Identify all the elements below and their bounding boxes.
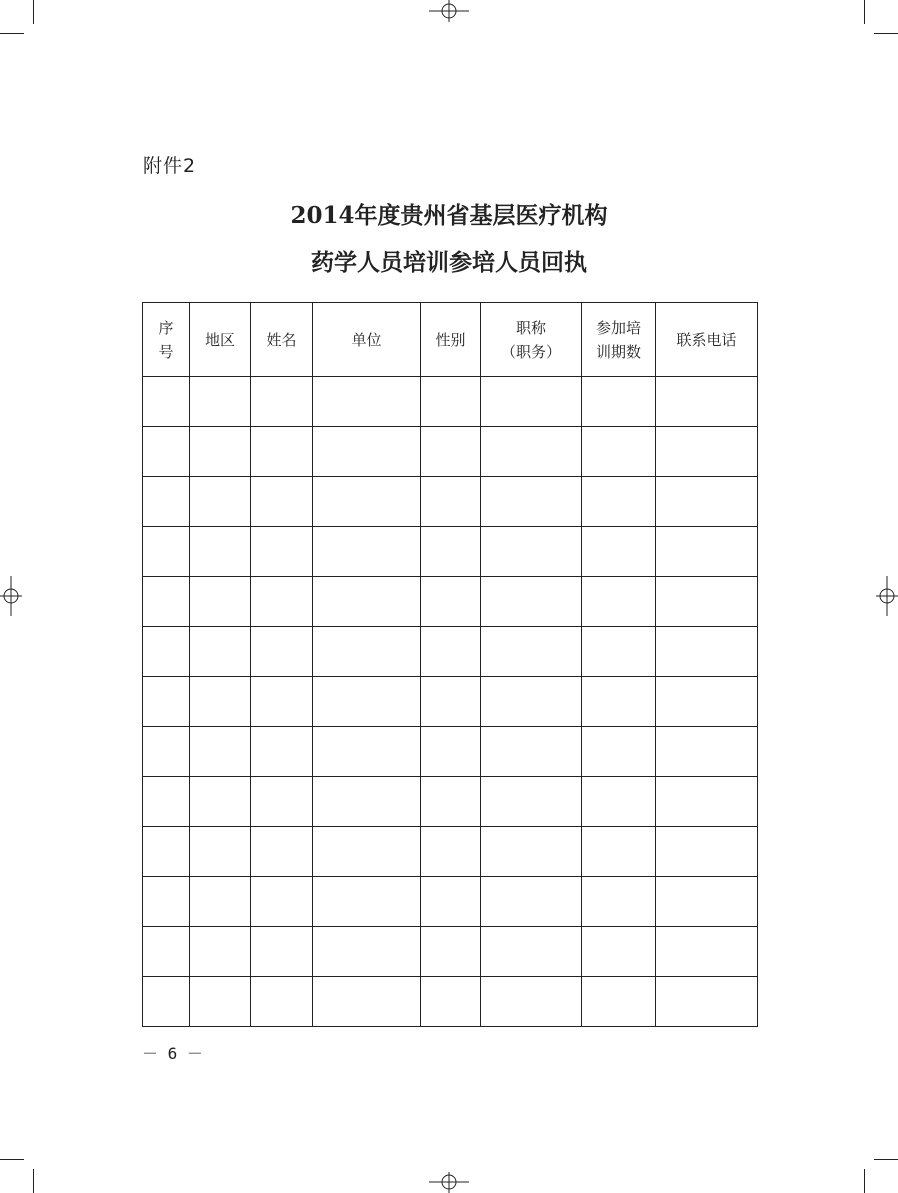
table-row [143, 877, 758, 927]
header-sessions: 参加培 训期数 [582, 303, 656, 377]
header-seq: 序 号 [143, 303, 190, 377]
crop-mark [874, 33, 898, 34]
attachment-label: 附件2 [143, 155, 197, 177]
blank-cell-sessions[interactable] [582, 377, 656, 427]
blank-cell-title[interactable] [481, 577, 582, 627]
registration-mark-icon [876, 576, 898, 616]
crop-mark [33, 0, 34, 24]
blank-cell-unit[interactable] [313, 777, 421, 827]
blank-cell-unit[interactable] [313, 577, 421, 627]
blank-cell-name[interactable] [251, 877, 313, 927]
blank-cell-region[interactable] [190, 377, 251, 427]
blank-cell-gender[interactable] [421, 827, 481, 877]
blank-cell-title[interactable] [481, 927, 582, 977]
table-row [143, 727, 758, 777]
blank-cell-unit[interactable] [313, 877, 421, 927]
blank-cell-sessions[interactable] [582, 877, 656, 927]
blank-cell-phone[interactable] [656, 877, 758, 927]
blank-cell-name[interactable] [251, 627, 313, 677]
blank-cell-unit[interactable] [313, 827, 421, 877]
blank-cell-unit[interactable] [313, 627, 421, 677]
blank-cell-sessions[interactable] [582, 727, 656, 777]
table-row [143, 527, 758, 577]
blank-cell-title[interactable] [481, 377, 582, 427]
table-row [143, 627, 758, 677]
table-row [143, 827, 758, 877]
header-phone: 联系电话 [656, 303, 758, 377]
crop-mark [0, 33, 24, 34]
blank-cell-unit[interactable] [313, 927, 421, 977]
table-row [143, 577, 758, 627]
blank-cell-sessions[interactable] [582, 677, 656, 727]
blank-cell-seq[interactable] [143, 477, 190, 527]
registration-mark-icon [429, 0, 469, 22]
blank-cell-name[interactable] [251, 377, 313, 427]
blank-cell-region[interactable] [190, 927, 251, 977]
blank-cell-gender[interactable] [421, 377, 481, 427]
blank-cell-region[interactable] [190, 677, 251, 727]
document-title-line-1: 2014年度贵州省基层医疗机构 [290, 202, 608, 229]
table-row [143, 777, 758, 827]
table-row [143, 427, 758, 477]
crop-mark [864, 0, 865, 24]
blank-cell-gender[interactable] [421, 977, 481, 1027]
blank-cell-title[interactable] [481, 727, 582, 777]
blank-cell-sessions[interactable] [582, 977, 656, 1027]
blank-cell-region[interactable] [190, 877, 251, 927]
blank-cell-sessions[interactable] [582, 927, 656, 977]
blank-cell-title[interactable] [481, 977, 582, 1027]
crop-mark [864, 1169, 865, 1193]
blank-cell-seq[interactable] [143, 827, 190, 877]
blank-cell-seq[interactable] [143, 927, 190, 977]
header-region: 地区 [190, 303, 251, 377]
blank-cell-sessions[interactable] [582, 527, 656, 577]
blank-cell-region[interactable] [190, 727, 251, 777]
reply-form-table [142, 302, 758, 1027]
blank-cell-seq[interactable] [143, 727, 190, 777]
blank-cell-seq[interactable] [143, 577, 190, 627]
blank-cell-phone[interactable] [656, 827, 758, 877]
blank-cell-phone[interactable] [656, 627, 758, 677]
blank-cell-name[interactable] [251, 977, 313, 1027]
blank-cell-title[interactable] [481, 427, 582, 477]
header-row [143, 303, 758, 377]
blank-cell-seq[interactable] [143, 627, 190, 677]
blank-cell-name[interactable] [251, 427, 313, 477]
blank-cell-gender[interactable] [421, 777, 481, 827]
blank-cell-gender[interactable] [421, 427, 481, 477]
blank-cell-gender[interactable] [421, 577, 481, 627]
blank-cell-title[interactable] [481, 677, 582, 727]
blank-cell-title[interactable] [481, 527, 582, 577]
blank-cell-name[interactable] [251, 477, 313, 527]
blank-cell-sessions[interactable] [582, 777, 656, 827]
blank-cell-title[interactable] [481, 827, 582, 877]
blank-cell-gender[interactable] [421, 727, 481, 777]
blank-cell-phone[interactable] [656, 527, 758, 577]
table-row [143, 977, 758, 1027]
blank-cell-sessions[interactable] [582, 827, 656, 877]
table-row [143, 477, 758, 527]
blank-cell-title[interactable] [481, 477, 582, 527]
blank-cell-phone[interactable] [656, 977, 758, 1027]
blank-cell-name[interactable] [251, 677, 313, 727]
blank-cell-gender[interactable] [421, 477, 481, 527]
blank-cell-unit[interactable] [313, 377, 421, 427]
blank-cell-seq[interactable] [143, 777, 190, 827]
blank-cell-phone[interactable] [656, 927, 758, 977]
blank-cell-seq[interactable] [143, 977, 190, 1027]
blank-cell-unit[interactable] [313, 427, 421, 477]
blank-cell-unit[interactable] [313, 677, 421, 727]
blank-cell-region[interactable] [190, 527, 251, 577]
blank-cell-unit[interactable] [313, 977, 421, 1027]
blank-cell-region[interactable] [190, 827, 251, 877]
crop-mark [874, 1159, 898, 1160]
registration-mark-icon [0, 576, 22, 616]
blank-cell-unit[interactable] [313, 477, 421, 527]
blank-cell-title[interactable] [481, 627, 582, 677]
blank-cell-region[interactable] [190, 627, 251, 677]
table-row [143, 927, 758, 977]
blank-cell-sessions[interactable] [582, 577, 656, 627]
blank-cell-phone[interactable] [656, 477, 758, 527]
table-row [143, 677, 758, 727]
blank-cell-phone[interactable] [656, 727, 758, 777]
blank-cell-gender[interactable] [421, 927, 481, 977]
blank-cell-title[interactable] [481, 777, 582, 827]
blank-cell-sessions[interactable] [582, 427, 656, 477]
blank-cell-name[interactable] [251, 927, 313, 977]
blank-cell-gender[interactable] [421, 627, 481, 677]
blank-cell-seq[interactable] [143, 877, 190, 927]
blank-cell-region[interactable] [190, 477, 251, 527]
blank-cell-gender[interactable] [421, 877, 481, 927]
crop-mark [0, 1159, 24, 1160]
table-row [143, 377, 758, 427]
blank-cell-phone[interactable] [656, 377, 758, 427]
page-number: － 6 － [142, 1044, 203, 1063]
crop-mark [33, 1169, 34, 1193]
blank-cell-name[interactable] [251, 777, 313, 827]
header-unit: 单位 [313, 303, 421, 377]
blank-cell-seq[interactable] [143, 377, 190, 427]
blank-cell-phone[interactable] [656, 577, 758, 627]
blank-cell-name[interactable] [251, 527, 313, 577]
blank-cell-region[interactable] [190, 577, 251, 627]
blank-cell-region[interactable] [190, 777, 251, 827]
blank-cell-gender[interactable] [421, 677, 481, 727]
blank-cell-title[interactable] [481, 877, 582, 927]
blank-cell-name[interactable] [251, 827, 313, 877]
blank-cell-seq[interactable] [143, 427, 190, 477]
header-title: 职称 （职务） [481, 303, 582, 377]
document-title-line-2: 药学人员培训参培人员回执 [311, 249, 587, 276]
registration-mark-icon [429, 1172, 469, 1193]
blank-cell-region[interactable] [190, 427, 251, 477]
blank-cell-seq[interactable] [143, 677, 190, 727]
blank-cell-sessions[interactable] [582, 627, 656, 677]
blank-cell-name[interactable] [251, 577, 313, 627]
blank-cell-region[interactable] [190, 977, 251, 1027]
header-name: 姓名 [251, 303, 313, 377]
blank-cell-sessions[interactable] [582, 477, 656, 527]
blank-cell-phone[interactable] [656, 777, 758, 827]
blank-cell-phone[interactable] [656, 677, 758, 727]
blank-cell-seq[interactable] [143, 527, 190, 577]
blank-cell-gender[interactable] [421, 527, 481, 577]
blank-cell-phone[interactable] [656, 427, 758, 477]
blank-cell-unit[interactable] [313, 527, 421, 577]
header-gender: 性别 [421, 303, 481, 377]
blank-cell-name[interactable] [251, 727, 313, 777]
blank-cell-unit[interactable] [313, 727, 421, 777]
